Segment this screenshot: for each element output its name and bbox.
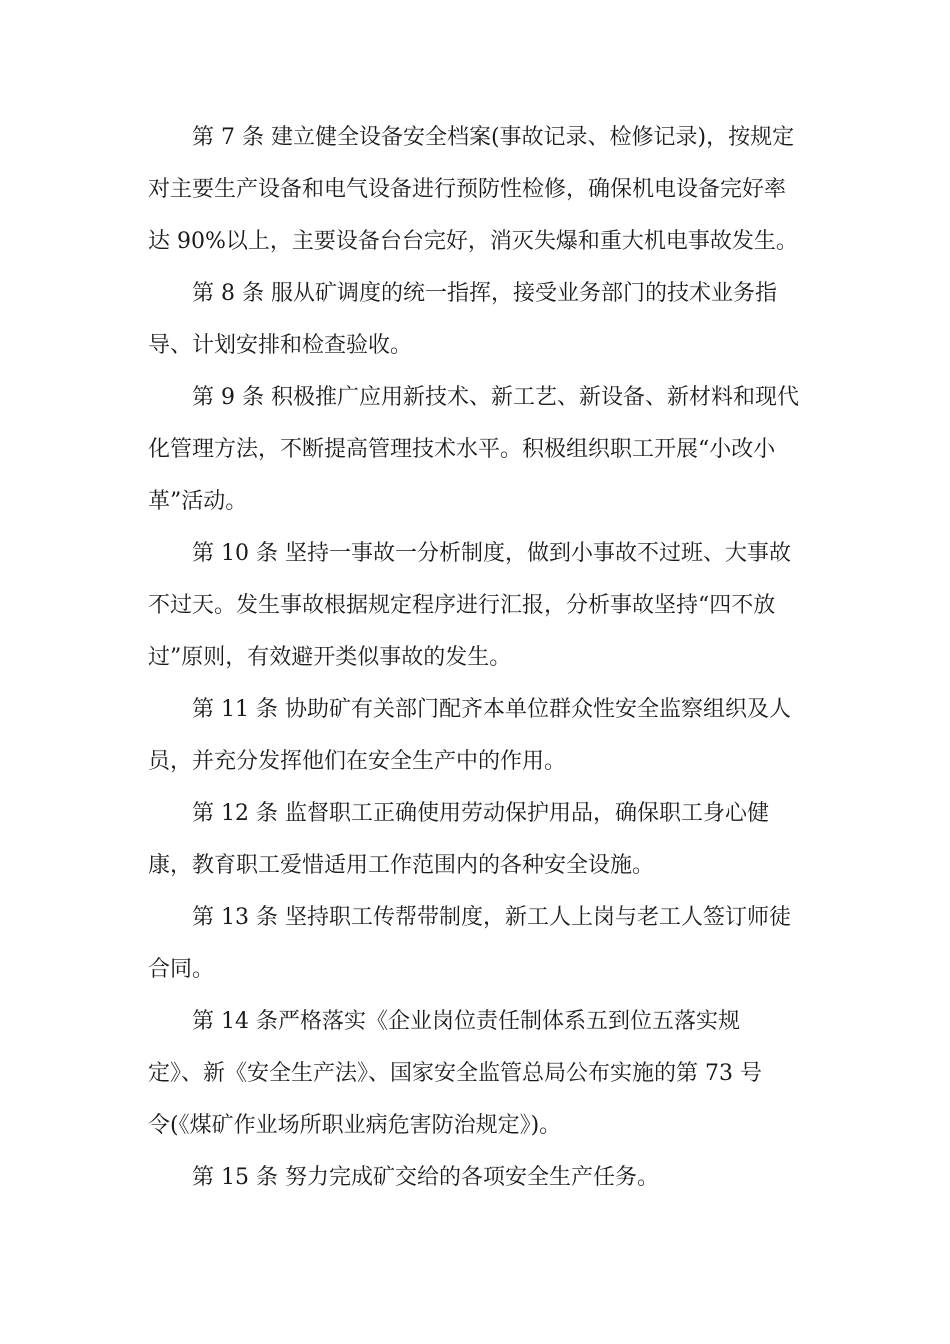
- text-line: 化管理方法，不断提高管理技术水平。积极组织职工开展“小改小: [148, 437, 776, 462]
- article-12: [148, 788, 804, 892]
- text-line: 定》、新《安全生产法》、国家安全监管总局公布实施的第 73 号: [148, 1061, 762, 1086]
- text-line: 第 12 条 监督职工正确使用劳动保护用品，确保职工身心健: [192, 801, 769, 826]
- text-line: 第 9 条 积极推广应用新技术、新工艺、新设备、新材料和现代: [192, 385, 799, 410]
- document-body: [148, 112, 804, 1204]
- article-9: [148, 372, 804, 528]
- article-11: [148, 684, 804, 788]
- text-line: 达 90%以上，主要设备台台完好，消灭失爆和重大机电事故发生。: [148, 229, 798, 254]
- article-14: [148, 996, 804, 1152]
- text-line: 对主要生产设备和电气设备进行预防性检修，确保机电设备完好率: [148, 177, 787, 202]
- article-15: [148, 1152, 804, 1204]
- text-line: 第 15 条 努力完成矿交给的各项安全生产任务。: [192, 1165, 659, 1190]
- text-line: 第 7 条 建立健全设备安全档案(事故记录、检修记录)，按规定: [192, 125, 795, 150]
- text-line: 革”活动。: [148, 489, 248, 514]
- article-8: [148, 268, 804, 372]
- text-line: 合同。: [148, 957, 215, 982]
- text-line: 第 14 条严格落实《企业岗位责任制体系五到位五落实规: [192, 1009, 740, 1034]
- text-line: 令(《煤矿作业场所职业病危害防治规定》)。: [148, 1113, 562, 1138]
- text-line: 第 10 条 坚持一事故一分析制度，做到小事故不过班、大事故: [192, 541, 791, 566]
- article-10: [148, 528, 804, 684]
- text-line: 第 13 条 坚持职工传帮带制度，新工人上岗与老工人签订师徒: [192, 905, 791, 930]
- text-line: 过”原则，有效避开类似事故的发生。: [148, 645, 512, 670]
- article-13: [148, 892, 804, 996]
- text-line: 员，并充分发挥他们在安全生产中的作用。: [148, 749, 567, 774]
- text-line: 第 8 条 服从矿调度的统一指挥，接受业务部门的技术业务指: [192, 281, 777, 306]
- text-line: 康，教育职工爱惜适用工作范围内的各种安全设施。: [148, 853, 655, 878]
- text-line: 第 11 条 协助矿有关部门配齐本单位群众性安全监察组织及人: [192, 697, 791, 722]
- text-line: 导、计划安排和检查验收。: [148, 333, 413, 358]
- article-7: [148, 112, 804, 268]
- text-line: 不过天。发生事故根据规定程序进行汇报，分析事故坚持“四不放: [148, 593, 776, 618]
